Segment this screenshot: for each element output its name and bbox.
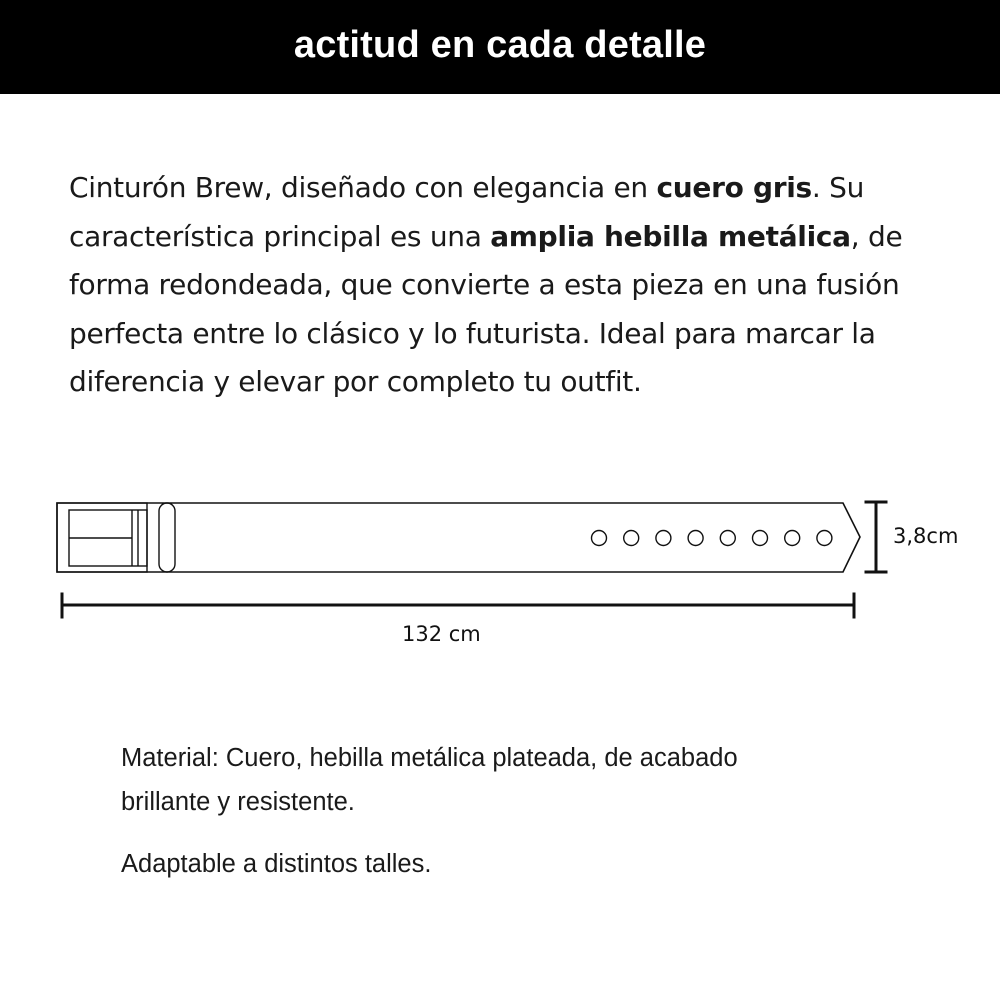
description-text-1: Cinturón Brew, diseñado con elegancia en <box>69 171 657 204</box>
width-label: 3,8cm <box>893 524 959 548</box>
description-bold-2: amplia hebilla metálica <box>490 219 851 253</box>
belt-hole <box>785 531 800 546</box>
belt-loop <box>159 503 175 572</box>
belt-hole <box>817 531 832 546</box>
belt-hole <box>720 531 735 546</box>
belt-hole <box>624 531 639 546</box>
belt-hole <box>592 531 607 546</box>
belt-hole <box>688 531 703 546</box>
belt-hole <box>656 531 671 546</box>
material-text: Material: Cuero, hebilla metálica plateada, de acabado brillante y resistente. <box>121 744 738 816</box>
belt-hole <box>753 531 768 546</box>
belt-holes <box>592 531 832 546</box>
length-dimension-line <box>62 594 854 617</box>
description-text-3: , de forma redondeada, que convierte a esta pieza en una fusión perfecta entre lo clásico y lo futurista. Ideal para marcar la diferencia y elevar por completo tu outfit. <box>69 219 903 398</box>
belt-strap <box>57 503 860 572</box>
description-text-2: . Su característica principal es una <box>69 171 865 253</box>
belt-outline <box>57 503 860 572</box>
width-dimension-line <box>866 502 886 572</box>
length-label: 132 cm <box>402 622 481 646</box>
page-title: actitud en cada detalle <box>293 23 707 66</box>
sizes-text: Adaptable a distintos talles. <box>121 850 432 878</box>
buckle-icon <box>57 503 175 572</box>
description-bold-1: cuero gris <box>656 171 812 204</box>
